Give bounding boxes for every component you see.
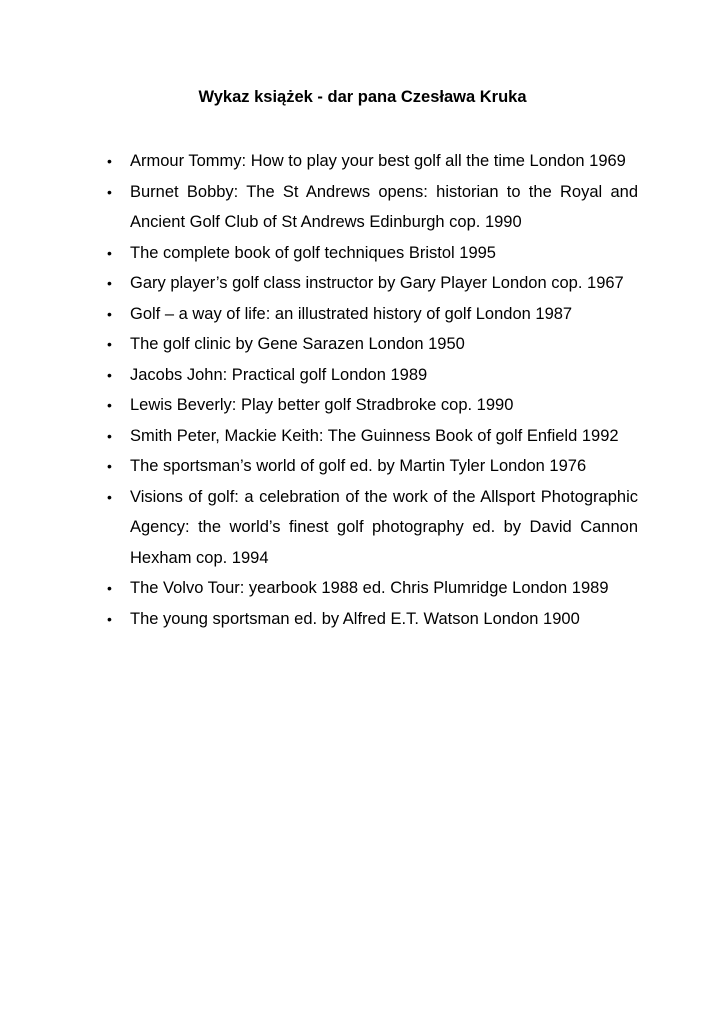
book-entry: The complete book of golf techniques Bristol 1995 [130,243,496,262]
list-item [107,238,638,269]
document-title: Wykaz książek - dar pana Czesława Kruka [198,88,527,106]
book-entry: Smith Peter, Mackie Keith: The Guinness Book of golf Enfield 1992 [130,426,619,445]
book-entry: Armour Tommy: How to play your best golf all the time London 1969 [130,152,626,170]
book-entry: Jacobs John: Practical golf London 1989 [130,365,428,384]
bullet-icon: • [107,610,112,627]
bullet-icon: • [107,275,112,291]
list-item [107,604,638,635]
bullet-icon: • [107,366,112,383]
list-item [107,146,638,177]
list-item [107,329,638,360]
book-entry: The young sportsman ed. by Alfred E.T. Watson London 1900 [130,609,580,628]
book-entry: Lewis Beverly: Play better golf Stradbroke cop. 1990 [130,396,514,414]
bullet-icon: • [107,153,112,169]
bullet-icon: • [107,427,112,444]
book-entry: The sportsman’s world of golf ed. by Martin Tyler London 1976 [130,457,587,475]
book-entry: Visions of golf: a celebration of the work of the Allsport Photographic Agency: the world’s finest golf photography ed. by David Cannon Hexham cop. 1994 [130,487,638,567]
list-item [107,573,638,604]
bullet-icon: • [107,305,112,322]
bullet-icon: • [107,183,112,200]
book-entry: Gary player’s golf class instructor by Gary Player London cop. 1967 [130,274,624,292]
list-item [107,451,638,482]
list-item [107,482,638,574]
list-item [107,268,638,299]
book-entry: Golf – a way of life: an illustrated history of golf London 1987 [130,304,573,323]
book-entry: Burnet Bobby: The St Andrews opens: historian to the Royal and Ancient Golf Club of St Andrews Edinburgh cop. 1990 [130,182,638,231]
list-item [107,177,638,238]
bullet-icon: • [107,458,112,474]
bullet-icon: • [107,244,112,261]
bullet-icon: • [107,488,112,505]
list-item [107,360,638,391]
book-entry: The golf clinic by Gene Sarazen London 1950 [130,335,465,353]
bullet-icon: • [107,397,112,413]
list-item [107,421,638,452]
bullet-icon: • [107,580,112,596]
bullet-icon: • [107,336,112,352]
book-list [107,146,638,634]
book-entry: The Volvo Tour: yearbook 1988 ed. Chris Plumridge London 1989 [130,579,609,597]
list-item [107,390,638,421]
list-item [107,299,638,330]
